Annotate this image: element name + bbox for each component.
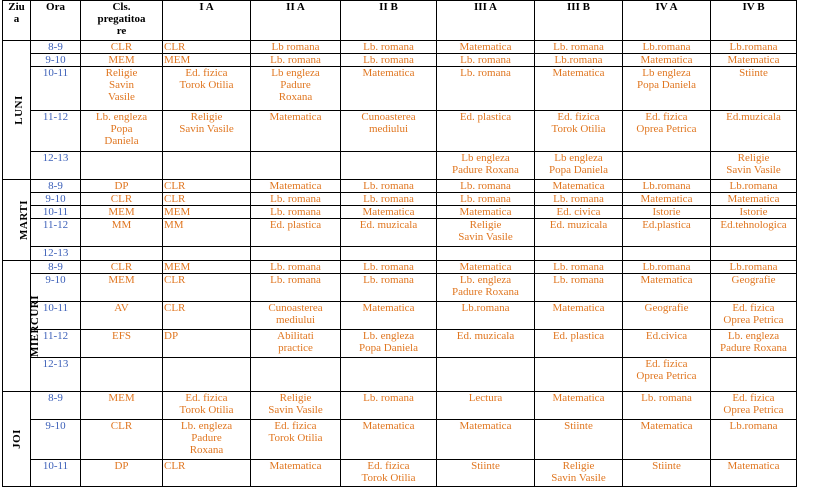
lesson-cell: Matematica [711,193,797,206]
schedule-row [3,193,797,206]
lesson-cell: CLR [163,274,251,302]
lesson-cell: Lb. engleza Popa Daniela [81,111,163,152]
lesson-cell: Matematica [251,460,341,487]
lesson-cell [341,152,437,180]
lesson-cell: Cunoasterea mediului [341,111,437,152]
lesson-cell: Ed. fizica Oprea Petrica [623,358,711,392]
lesson-cell: Ed.plastica [623,219,711,247]
header-class: III B [535,1,623,41]
hour-cell: 9-10 [31,274,81,302]
lesson-cell: Matematica [623,274,711,302]
schedule-row [3,180,797,193]
lesson-cell: Matematica [535,67,623,111]
lesson-cell: Ed. fizica Oprea Petrica [711,392,797,420]
lesson-cell [81,358,163,392]
hour-cell: 12-13 [31,247,81,261]
schedule-row [3,358,797,392]
lesson-cell: MM [81,219,163,247]
schedule-row [3,420,797,460]
lesson-cell: MEM [81,392,163,420]
schedule-row [3,247,797,261]
day-label [3,180,31,261]
header-hour: Ora [31,1,81,41]
lesson-cell: Geografie [623,302,711,330]
lesson-cell: Lb. romana [437,67,535,111]
lesson-cell: DP [81,180,163,193]
lesson-cell: Ed. plastica [437,111,535,152]
lesson-cell: Lb.romana [623,261,711,274]
lesson-cell: MEM [163,206,251,219]
lesson-cell: Matematica [535,302,623,330]
lesson-cell: Lb.romana [623,180,711,193]
hour-cell: 8-9 [31,392,81,420]
hour-cell: 12-13 [31,152,81,180]
schedule-row [3,111,797,152]
lesson-cell: Matematica [341,67,437,111]
lesson-cell: Lb engleza Padure Roxana [437,152,535,180]
lesson-cell: Lb.romana [711,420,797,460]
header-class: IV A [623,1,711,41]
lesson-cell: Lb engleza Popa Daniela [535,152,623,180]
lesson-cell: CLR [163,302,251,330]
lesson-cell: Ed. muzicala [535,219,623,247]
lesson-cell: Matematica [251,180,341,193]
lesson-cell: CLR [163,193,251,206]
lesson-cell: Ed. plastica [251,219,341,247]
lesson-cell: Matematica [623,193,711,206]
lesson-cell: Lb. romana [437,54,535,67]
schedule-row [3,392,797,420]
lesson-cell: MM [163,219,251,247]
lesson-cell: Istorie [623,206,711,219]
schedule-row [3,41,797,54]
lesson-cell: Matematica [437,41,535,54]
lesson-cell: Lb. romana [535,193,623,206]
hour-cell: 9-10 [31,420,81,460]
lesson-cell: DP [81,460,163,487]
lesson-cell: Matematica [341,420,437,460]
hour-cell: 11-12 [31,330,81,358]
lesson-cell: Lb romana [251,41,341,54]
lesson-cell [251,358,341,392]
lesson-cell: Ed.civica [623,330,711,358]
lesson-cell: CLR [163,460,251,487]
hour-cell: 8-9 [31,180,81,193]
lesson-cell: Matematica [251,111,341,152]
lesson-cell [535,247,623,261]
lesson-cell: Religie Savin Vasile [711,152,797,180]
lesson-cell [251,247,341,261]
lesson-cell: Cunoasterea mediului [251,302,341,330]
lesson-cell: AV [81,302,163,330]
lesson-cell: Stiinte [623,460,711,487]
lesson-cell: CLR [81,261,163,274]
lesson-cell: Matematica [341,206,437,219]
lesson-cell: Matematica [437,206,535,219]
lesson-cell: Lb.romana [623,41,711,54]
lesson-cell [711,247,797,261]
lesson-cell: MEM [81,274,163,302]
timetable-header [3,1,797,41]
header-class: I A [163,1,251,41]
lesson-cell: CLR [81,193,163,206]
lesson-cell [81,247,163,261]
lesson-cell: Ed. muzicala [341,219,437,247]
lesson-cell [163,358,251,392]
lesson-cell [341,247,437,261]
lesson-cell [535,358,623,392]
schedule-row [3,330,797,358]
lesson-cell [711,358,797,392]
lesson-cell: Ed. fizica Oprea Petrica [711,302,797,330]
day-label [3,392,31,487]
lesson-cell: Lb. romana [341,180,437,193]
lesson-cell: Ed. fizica Torok Otilia [251,420,341,460]
lesson-cell: Lb. romana [535,261,623,274]
lesson-cell: Ed.muzicala [711,111,797,152]
lesson-cell: Lb. romana [437,193,535,206]
lesson-cell: Abilitati practice [251,330,341,358]
schedule-row [3,67,797,111]
lesson-cell: Lb engleza Padure Roxana [251,67,341,111]
lesson-cell: Lectura [437,392,535,420]
lesson-cell: Matematica [437,420,535,460]
lesson-cell: MEM [163,261,251,274]
lesson-cell: Lb. romana [535,41,623,54]
hour-cell: 9-10 [31,54,81,67]
lesson-cell: Ed. muzicala [437,330,535,358]
lesson-cell [81,152,163,180]
lesson-cell: Ed. fizica Torok Otilia [535,111,623,152]
lesson-cell: Lb. engleza Padure Roxana [711,330,797,358]
schedule-row [3,152,797,180]
lesson-cell [251,152,341,180]
schedule-row [3,219,797,247]
lesson-cell: Lb. romana [535,274,623,302]
lesson-cell: Ed. plastica [535,330,623,358]
schedule-row [3,206,797,219]
lesson-cell: Stiinte [535,420,623,460]
lesson-cell [437,247,535,261]
lesson-cell: Lb engleza Popa Daniela [623,67,711,111]
day-name: LUNI [12,95,25,125]
lesson-cell: Ed. fizica Torok Otilia [163,67,251,111]
hour-cell: 11-12 [31,219,81,247]
lesson-cell: Lb. romana [341,274,437,302]
lesson-cell: Lb. engleza Popa Daniela [341,330,437,358]
lesson-cell: Lb. engleza Padure Roxana [437,274,535,302]
lesson-cell: Ed. civica [535,206,623,219]
header-class: IV B [711,1,797,41]
schedule-row [3,261,797,274]
lesson-cell: Istorie [711,206,797,219]
lesson-cell: Lb. romana [251,274,341,302]
lesson-cell [437,358,535,392]
lesson-cell: Lb. romana [251,193,341,206]
day-label [3,261,42,392]
timetable-body [3,41,797,487]
lesson-cell: DP [163,330,251,358]
lesson-cell: Lb.romana [711,180,797,193]
day-label [3,41,31,180]
lesson-cell: CLR [81,41,163,54]
lesson-cell: Religie Savin Vasile [251,392,341,420]
lesson-cell: Ed.tehnologica [711,219,797,247]
lesson-cell: Matematica [437,261,535,274]
header-preparatory-class: Cls. pregatitoa re [81,1,163,41]
lesson-cell: Lb.romana [711,41,797,54]
lesson-cell: Lb. romana [251,261,341,274]
lesson-cell: Lb. romana [437,180,535,193]
lesson-cell: Religie Savin Vasile [437,219,535,247]
lesson-cell: Matematica [341,302,437,330]
header-class: III A [437,1,535,41]
lesson-cell [341,358,437,392]
lesson-cell: MEM [81,206,163,219]
lesson-cell: Geografie [711,274,797,302]
hour-cell: 12-13 [31,358,81,392]
lesson-cell: Religie Savin Vasile [535,460,623,487]
hour-cell: 10-11 [31,460,81,487]
hour-cell: 10-11 [31,206,81,219]
lesson-cell: Matematica [535,180,623,193]
lesson-cell: Ed. fizica Torok Otilia [341,460,437,487]
lesson-cell: Ed. fizica Torok Otilia [163,392,251,420]
hour-cell: 11-12 [31,111,81,152]
lesson-cell: Ed. fizica Oprea Petrica [623,111,711,152]
lesson-cell: Lb.romana [535,54,623,67]
lesson-cell: Matematica [623,54,711,67]
lesson-cell: Lb. engleza Padure Roxana [163,420,251,460]
schedule-row [3,54,797,67]
lesson-cell [623,152,711,180]
lesson-cell: Lb. romana [251,206,341,219]
schedule-row [3,460,797,487]
lesson-cell: MEM [81,54,163,67]
lesson-cell: Lb. romana [341,392,437,420]
hour-cell: 10-11 [31,67,81,111]
lesson-cell: Lb. romana [341,193,437,206]
day-name: MARTI [18,199,31,241]
lesson-cell: EFS [81,330,163,358]
schedule-row [3,274,797,302]
schedule-row [3,302,797,330]
lesson-cell: CLR [163,180,251,193]
lesson-cell [163,152,251,180]
lesson-cell: Matematica [535,392,623,420]
lesson-cell: Stiinte [437,460,535,487]
hour-cell: 10-11 [31,302,81,330]
day-name: MIERCURI [29,294,42,358]
hour-cell: 9-10 [31,193,81,206]
lesson-cell: Matematica [711,460,797,487]
header-day: Ziu a [3,1,31,41]
lesson-cell: Stiinte [711,67,797,111]
lesson-cell: Lb.romana [437,302,535,330]
lesson-cell [163,247,251,261]
lesson-cell: Matematica [623,420,711,460]
timetable [2,0,797,487]
lesson-cell: Religie Savin Vasile [81,67,163,111]
lesson-cell [623,247,711,261]
lesson-cell: Lb.romana [711,261,797,274]
lesson-cell: CLR [81,420,163,460]
lesson-cell: CLR [163,41,251,54]
lesson-cell: Lb. romana [341,54,437,67]
lesson-cell: Lb. romana [251,54,341,67]
lesson-cell: Lb. romana [623,392,711,420]
lesson-cell: Religie Savin Vasile [163,111,251,152]
header-class: II A [251,1,341,41]
lesson-cell: Matematica [711,54,797,67]
lesson-cell: Lb. romana [341,261,437,274]
lesson-cell: Lb. romana [341,41,437,54]
hour-cell: 8-9 [31,41,81,54]
hour-cell: 8-9 [31,261,81,274]
header-class: II B [341,1,437,41]
lesson-cell: MEM [163,54,251,67]
day-name: JOI [10,429,23,449]
